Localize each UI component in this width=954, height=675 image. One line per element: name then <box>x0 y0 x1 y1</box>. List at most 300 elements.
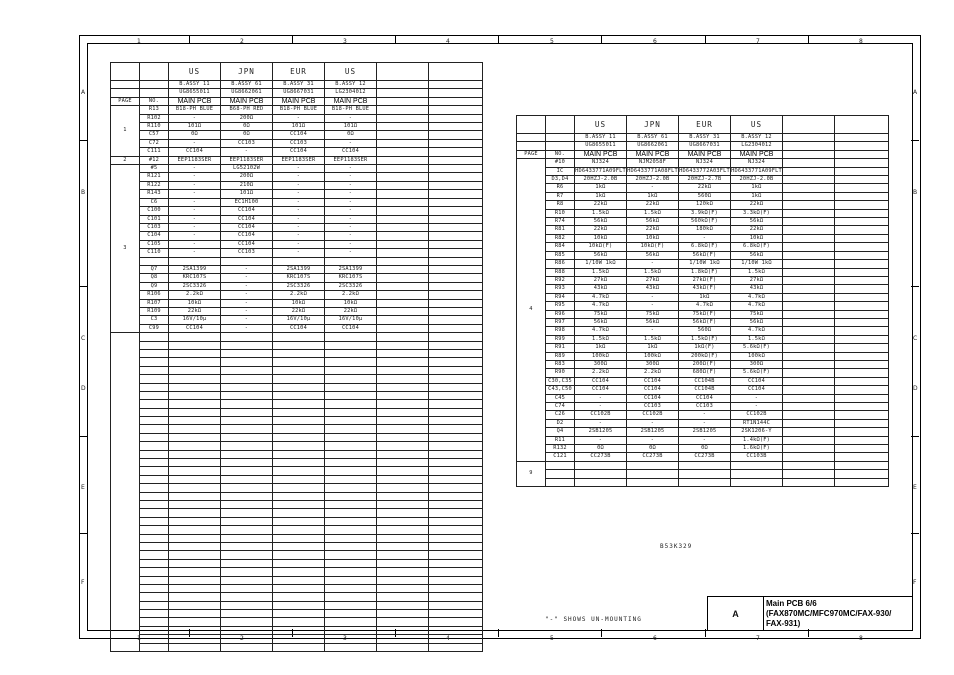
blank-cell <box>325 593 377 601</box>
blank-cell <box>783 428 835 436</box>
part-value: CC104 <box>273 324 325 332</box>
part-value: 16V/10μ <box>169 316 221 324</box>
page-number: 3 <box>111 165 140 333</box>
ref-designator: C74 <box>546 403 575 411</box>
blank-cell <box>325 568 377 576</box>
table-row <box>517 394 889 402</box>
header-assy: B.ASSY 31 <box>273 81 325 89</box>
ref-designator: C99 <box>140 324 169 332</box>
header-pcb: MAIN PCB <box>169 97 221 105</box>
part-value: 27kΩ <box>575 276 627 284</box>
blank-cell <box>429 291 483 299</box>
blank-cell <box>325 626 377 634</box>
ref-designator: C43,C50 <box>546 386 575 394</box>
column-number: 7 <box>756 635 760 642</box>
blank-cell <box>169 459 221 467</box>
part-value: CC102B <box>575 411 627 419</box>
part-value: HD6433771A08FLT <box>627 167 678 174</box>
page-number: 4 <box>517 159 546 462</box>
ref-designator: C26 <box>546 411 575 419</box>
part-value: - <box>221 307 273 315</box>
part-value: CC104B <box>679 386 731 394</box>
blank-cell <box>273 383 325 391</box>
header-part-no: UG8655011 <box>575 142 627 150</box>
part-value: 120kΩ <box>679 201 731 209</box>
blank-cell <box>325 417 377 425</box>
blank-cell <box>140 475 169 483</box>
blank-cell <box>377 106 429 114</box>
header-pcb: MAIN PCB <box>575 150 627 158</box>
blank-cell <box>835 167 889 175</box>
part-value: - <box>169 240 221 248</box>
part-value: 10kΩ(F) <box>627 243 679 251</box>
part-value: 1kΩ <box>575 184 627 192</box>
table-row <box>517 243 889 251</box>
blank-cell <box>377 383 429 391</box>
blank-cell <box>429 584 483 592</box>
table-row <box>517 445 889 453</box>
table-row <box>111 417 483 425</box>
grid-tick <box>911 436 919 437</box>
part-value: - <box>169 232 221 240</box>
part-value: - <box>169 249 221 257</box>
ref-designator: C100 <box>140 207 169 215</box>
table-row <box>111 165 483 173</box>
table-row <box>111 366 483 374</box>
table-row <box>111 400 483 408</box>
blank-cell <box>835 150 889 158</box>
blank-cell <box>325 333 377 341</box>
blank-cell <box>783 453 835 461</box>
blank-cell <box>377 232 429 240</box>
blank-cell <box>835 302 889 310</box>
ref-designator: D3,D4 <box>546 176 575 184</box>
header-part-no: LG2304012 <box>325 89 377 97</box>
part-value: - <box>679 419 731 427</box>
ref-designator: C121 <box>546 453 575 461</box>
part-value: 4.7kΩ <box>731 302 783 310</box>
blank-cell <box>140 425 169 433</box>
blank-cell <box>169 576 221 584</box>
blank-cell <box>377 559 429 567</box>
part-value: - <box>325 240 377 248</box>
ref-designator: R98 <box>546 327 575 335</box>
part-value: 1/10W 1kΩ <box>679 260 731 268</box>
part-value: 2SB1205 <box>575 428 627 436</box>
blank-cell <box>377 433 429 441</box>
table-row <box>111 190 483 198</box>
column-number: 8 <box>859 635 863 642</box>
blank-cell <box>429 240 483 248</box>
blank-cell <box>429 534 483 542</box>
table-row <box>517 285 889 293</box>
ref-designator: R107 <box>140 299 169 307</box>
title-line-2: (FAX870MC/MFC970MC/FAX-930/ <box>766 609 892 618</box>
part-value: 0Ω <box>679 445 731 453</box>
blank-cell <box>835 260 889 268</box>
header-blank <box>546 134 575 142</box>
part-value: 180kΩ <box>679 226 731 234</box>
blank-cell <box>377 601 429 609</box>
table-row <box>111 307 483 315</box>
part-value <box>731 461 783 469</box>
blank-cell <box>783 478 835 486</box>
part-value: 2SB1205 <box>627 428 679 436</box>
blank-cell <box>429 257 483 265</box>
blank-cell <box>429 559 483 567</box>
part-value: 100kΩ <box>575 352 627 360</box>
blank-cell <box>377 492 429 500</box>
grid-tick <box>705 629 706 637</box>
header-country: JPN <box>221 63 273 81</box>
column-number: 1 <box>137 635 141 642</box>
blank-cell <box>325 467 377 475</box>
grid-tick <box>601 629 602 637</box>
blank-cell <box>273 366 325 374</box>
part-value: 2.2kΩ <box>575 369 627 377</box>
blank-cell <box>273 618 325 626</box>
part-value: 1kΩ <box>575 344 627 352</box>
part-value <box>627 470 679 478</box>
table-row <box>517 335 889 343</box>
blank-cell <box>429 601 483 609</box>
table-row <box>517 260 889 268</box>
blank-cell <box>429 341 483 349</box>
blank-cell <box>325 534 377 542</box>
blank-cell <box>325 375 377 383</box>
part-value: 300Ω <box>627 360 679 368</box>
header-part-no: UG8655011 <box>169 89 221 97</box>
blank-cell <box>140 568 169 576</box>
table-row <box>111 601 483 609</box>
table-row <box>517 218 889 226</box>
part-value: 2SA1399 <box>169 265 221 273</box>
blank-cell <box>325 425 377 433</box>
part-value: 560kΩ(F) <box>679 218 731 226</box>
blank-cell <box>221 450 273 458</box>
blank-cell <box>377 274 429 282</box>
blank-cell <box>140 391 169 399</box>
ref-designator: R122 <box>140 181 169 189</box>
part-value <box>731 470 783 478</box>
part-value: 16V/10μ <box>273 316 325 324</box>
table-row <box>517 470 889 478</box>
part-value: 22kΩ <box>627 201 679 209</box>
part-value: - <box>169 165 221 173</box>
blank-cell <box>377 165 429 173</box>
grid-tick <box>911 533 919 534</box>
header-row <box>111 63 483 81</box>
blank-cell <box>429 568 483 576</box>
ref-designator: C45 <box>546 394 575 402</box>
header-part-no: UG8662061 <box>221 89 273 97</box>
blank-cell <box>273 509 325 517</box>
header-pcb: MAIN PCB <box>627 150 679 158</box>
ref-designator: C3 <box>140 316 169 324</box>
part-value: 200Ω <box>221 173 273 181</box>
part-value: CC104 <box>221 207 273 215</box>
ref-designator: Q9 <box>140 282 169 290</box>
blank-cell <box>835 243 889 251</box>
blank-cell <box>377 299 429 307</box>
blank-cell <box>140 542 169 550</box>
blank-cell <box>221 551 273 559</box>
header-pcb: MAIN PCB <box>325 97 377 105</box>
table-row <box>111 139 483 147</box>
part-value: - <box>221 148 273 156</box>
table-row <box>111 517 483 525</box>
part-value: CC273B <box>575 453 627 461</box>
table-row <box>111 610 483 618</box>
blank-cell <box>273 349 325 357</box>
blank-cell <box>325 459 377 467</box>
table-row <box>111 240 483 248</box>
part-value: - <box>325 190 377 198</box>
table-row <box>111 500 483 508</box>
part-value: 2SC3326 <box>273 282 325 290</box>
blank-cell <box>783 352 835 360</box>
blank-cell <box>221 408 273 416</box>
part-value: 20HZJ-2.0B <box>731 176 783 184</box>
blank-cell <box>169 635 221 643</box>
column-number: 8 <box>859 38 863 45</box>
part-value: 4.7kΩ <box>731 293 783 301</box>
part-value: 0Ω <box>627 445 679 453</box>
blank-cell <box>835 453 889 461</box>
blank-cell <box>377 358 429 366</box>
part-value: CC104 <box>731 377 783 385</box>
table-row <box>111 282 483 290</box>
blank-cell <box>169 484 221 492</box>
page-header: PAGE <box>517 150 546 158</box>
blank-cell <box>429 215 483 223</box>
part-value: 1kΩ <box>731 184 783 192</box>
table-row <box>517 377 889 385</box>
blank-cell <box>783 436 835 444</box>
column-number: 3 <box>343 635 347 642</box>
table-row <box>517 360 889 368</box>
blank-cell <box>377 442 429 450</box>
blank-cell <box>429 635 483 643</box>
part-value <box>273 257 325 265</box>
blank-cell <box>783 386 835 394</box>
column-number: 4 <box>446 635 450 642</box>
part-value: 56kΩ <box>575 218 627 226</box>
blank-cell <box>140 467 169 475</box>
blank-cell <box>783 184 835 192</box>
blank-cell <box>783 159 835 167</box>
blank-cell <box>783 218 835 226</box>
blank-cell <box>169 551 221 559</box>
ref-designator: R83 <box>546 360 575 368</box>
blank-cell <box>429 492 483 500</box>
part-value: 56kΩ <box>575 318 627 326</box>
table-row <box>111 425 483 433</box>
part-value: 75kΩ(F) <box>679 310 731 318</box>
blank-cell <box>325 584 377 592</box>
blank-cell <box>325 341 377 349</box>
ref-designator: R121 <box>140 173 169 181</box>
part-value: 101Ω <box>221 190 273 198</box>
part-value: 56kΩ <box>731 318 783 326</box>
header-pcb: MAIN PCB <box>273 97 325 105</box>
blank-cell <box>429 375 483 383</box>
part-value: 4.7kΩ <box>731 327 783 335</box>
part-value: 75kΩ <box>627 310 679 318</box>
blank-cell <box>273 551 325 559</box>
part-value: 43kΩ <box>575 285 627 293</box>
blank-cell <box>325 500 377 508</box>
blank-cell <box>835 209 889 217</box>
part-value: CC104 <box>169 148 221 156</box>
blank-cell <box>140 517 169 525</box>
blank-cell <box>835 403 889 411</box>
blank-cell <box>783 276 835 284</box>
parts-table-right <box>516 115 889 487</box>
ref-designator: #5 <box>140 165 169 173</box>
header-part-no: LG2304012 <box>731 142 783 150</box>
part-value: CC104 <box>575 377 627 385</box>
header-pcb: MAIN PCB <box>731 150 783 158</box>
blank-cell <box>835 285 889 293</box>
part-value <box>575 461 627 469</box>
blank-cell <box>325 442 377 450</box>
part-value: - <box>273 223 325 231</box>
blank-cell <box>169 475 221 483</box>
ref-designator: R13 <box>140 106 169 114</box>
header-assy: B.ASSY 12 <box>325 81 377 89</box>
part-value: NJ324 <box>679 159 731 167</box>
part-value: 27kΩ <box>627 276 679 284</box>
blank-cell <box>377 123 429 131</box>
part-value: 1.5kΩ <box>627 268 679 276</box>
table-row <box>111 291 483 299</box>
ref-designator: R132 <box>546 445 575 453</box>
blank-cell <box>273 584 325 592</box>
blank-cell <box>377 475 429 483</box>
blank-cell <box>783 201 835 209</box>
column-number: 5 <box>550 38 554 45</box>
header-blank <box>140 63 169 81</box>
part-value: - <box>221 274 273 282</box>
row-letter: A <box>913 89 918 96</box>
blank-cell <box>783 116 835 134</box>
part-value: - <box>325 165 377 173</box>
blank-cell <box>377 366 429 374</box>
blank-cell <box>835 428 889 436</box>
page-header: PAGE <box>111 97 140 105</box>
blank-cell <box>429 542 483 550</box>
blank-cell <box>377 450 429 458</box>
table-row <box>517 201 889 209</box>
blank-cell <box>835 445 889 453</box>
part-value: - <box>325 249 377 257</box>
blank-cell <box>429 467 483 475</box>
blank-cell <box>325 358 377 366</box>
blank-cell <box>429 358 483 366</box>
blank-cell <box>377 333 429 341</box>
blank-cell <box>325 450 377 458</box>
part-value <box>679 478 731 486</box>
blank-cell <box>377 526 429 534</box>
ref-designator: C103 <box>140 223 169 231</box>
blank-cell <box>377 400 429 408</box>
blank-cell <box>429 450 483 458</box>
row-letter: B <box>81 189 86 196</box>
blank-cell <box>783 411 835 419</box>
blank-cell <box>835 327 889 335</box>
blank-cell <box>140 526 169 534</box>
ref-designator: C6 <box>140 198 169 206</box>
blank-cell <box>273 391 325 399</box>
blank-cell <box>835 251 889 259</box>
part-value: 2SC3326 <box>169 282 221 290</box>
row-letter: C <box>913 335 918 342</box>
column-number: 3 <box>343 38 347 45</box>
blank-cell <box>429 165 483 173</box>
part-value: 22kΩ <box>169 307 221 315</box>
blank-cell <box>169 467 221 475</box>
blank-cell <box>273 467 325 475</box>
column-number: 7 <box>756 38 760 45</box>
part-value: CC104 <box>575 386 627 394</box>
part-value: B68-PH RED <box>221 106 273 114</box>
blank-cell <box>783 377 835 385</box>
header-country: US <box>169 63 221 81</box>
blank-cell <box>221 643 273 651</box>
part-value: CC104 <box>221 215 273 223</box>
grid-tick <box>498 629 499 637</box>
blank-cell <box>429 610 483 618</box>
part-value: 1.5kΩ <box>575 335 627 343</box>
blank-cell <box>783 167 835 175</box>
blank-cell <box>140 375 169 383</box>
blank-cell <box>273 433 325 441</box>
blank-cell <box>377 324 429 332</box>
part-value: - <box>273 198 325 206</box>
grid-tick <box>911 286 919 287</box>
part-value: 5.6kΩ(F) <box>731 369 783 377</box>
blank-cell <box>377 257 429 265</box>
part-value: - <box>731 394 783 402</box>
part-value: 56kΩ <box>731 218 783 226</box>
blank-cell <box>377 610 429 618</box>
blank-cell <box>429 626 483 634</box>
ref-designator: R10 <box>546 209 575 217</box>
blank-cell <box>140 584 169 592</box>
blank-cell <box>429 433 483 441</box>
part-value: 1.4kΩ(F) <box>731 436 783 444</box>
part-value: - <box>273 114 325 122</box>
part-value: EEP1183SER <box>325 156 377 164</box>
part-value: - <box>325 114 377 122</box>
blank-cell <box>169 559 221 567</box>
blank-cell <box>169 568 221 576</box>
part-value: - <box>731 403 783 411</box>
title-line-1: Main PCB 6/6 <box>766 599 817 608</box>
blank-cell <box>377 316 429 324</box>
grid-tick <box>79 533 87 534</box>
part-value: B18-PH BLUE <box>325 106 377 114</box>
part-value: 43kΩ(F) <box>679 285 731 293</box>
row-letter: D <box>81 385 86 392</box>
column-number: 2 <box>240 635 244 642</box>
table-row <box>517 302 889 310</box>
blank-cell <box>325 366 377 374</box>
blank-cell <box>377 593 429 601</box>
blank-cell <box>377 618 429 626</box>
part-value: CC104 <box>679 394 731 402</box>
